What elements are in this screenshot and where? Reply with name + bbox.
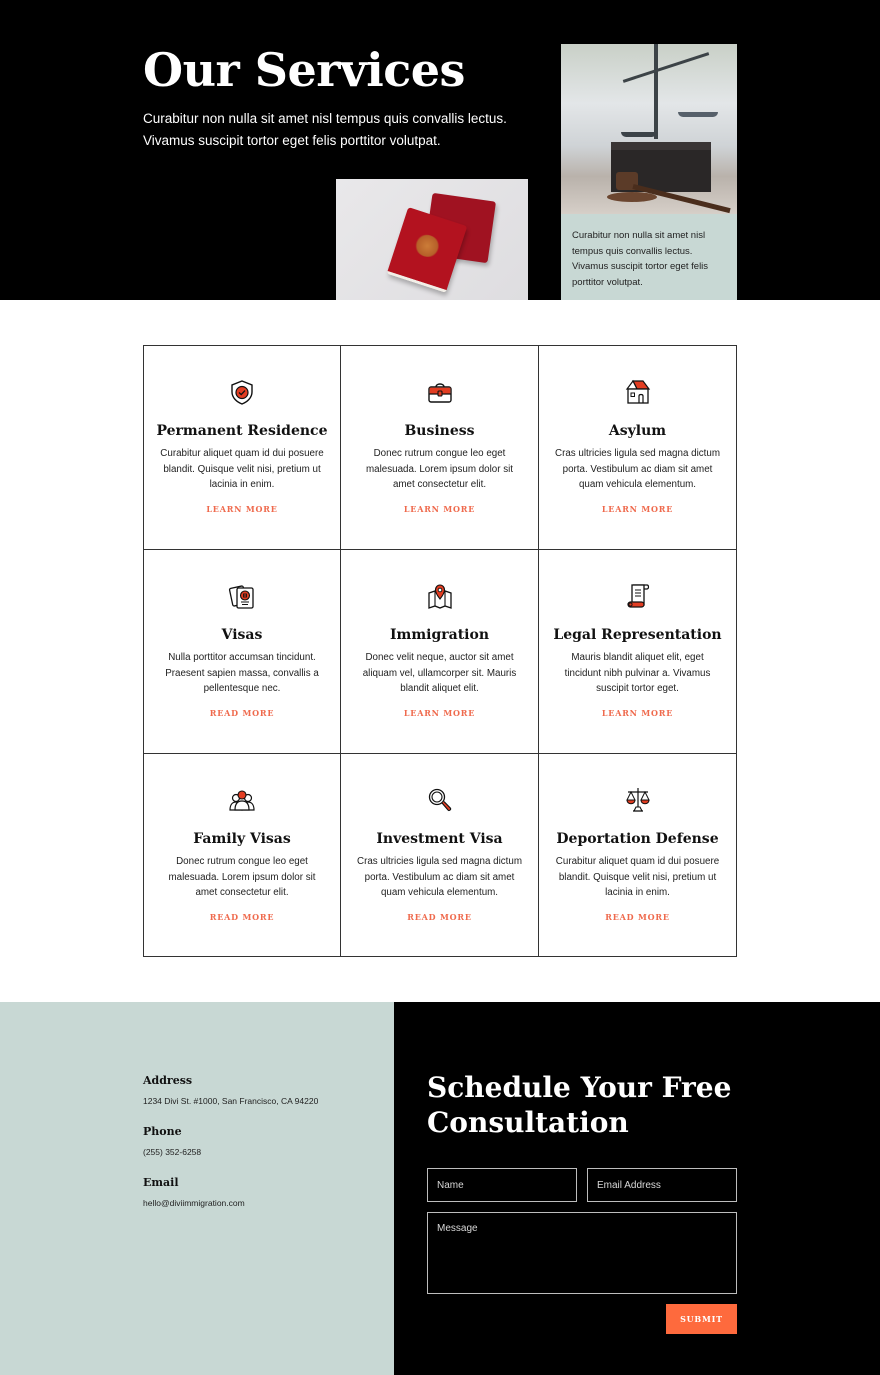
service-card-visas	[144, 550, 341, 754]
read-more-link[interactable]: READ MORE	[209, 912, 275, 922]
service-card-business	[341, 346, 539, 550]
learn-more-link[interactable]: LEARN MORE	[403, 504, 476, 514]
service-title: Deportation Defense	[556, 831, 719, 847]
magnifier-icon	[426, 786, 454, 814]
service-description: Donec rutrum congue leo eget malesuada. Lorem ipsum dolor sit amet consectetur elit.	[365, 448, 514, 490]
form-title: Schedule Your Free Consultation	[427, 1071, 732, 1139]
email-input[interactable]	[587, 1168, 737, 1202]
learn-more-link[interactable]: LEARN MORE	[206, 504, 278, 514]
service-card-legal-representation	[539, 550, 736, 754]
service-title: Business	[404, 423, 475, 439]
service-description: Donec rutrum congue leo eget malesuada. Lorem ipsum dolor sit amet consectetur elit.	[168, 856, 316, 898]
email-value: hello@diviimmigration.com	[143, 1198, 245, 1208]
passports-image	[336, 179, 528, 300]
submit-button[interactable]: SUBMIT	[666, 1304, 737, 1334]
service-title: Family Visas	[193, 831, 291, 847]
house-icon	[624, 378, 652, 406]
service-title: Legal Representation	[553, 627, 722, 643]
contact-info-panel	[0, 1002, 394, 1375]
gavel-scales-image	[561, 44, 737, 214]
read-more-link[interactable]: READ MORE	[407, 912, 472, 922]
page-title: Our Services	[143, 43, 465, 97]
learn-more-link[interactable]: LEARN MORE	[601, 504, 674, 514]
service-description: Donec velit neque, auctor sit amet aliquam vel, ullamcorper sit. Mauris blandit aliquet elit.	[362, 652, 517, 694]
read-more-link[interactable]: READ MORE	[605, 912, 670, 922]
email-label: Email	[143, 1176, 179, 1189]
service-description: Cras ultricies ligula sed magna dictum porta. Vestibulum ac diam sit amet quam vehicula elementum.	[555, 448, 720, 490]
learn-more-link[interactable]: LEARN MORE	[601, 708, 674, 718]
phone-value: (255) 352-6258	[143, 1147, 202, 1157]
read-more-link[interactable]: READ MORE	[209, 708, 275, 718]
scroll-icon	[624, 582, 652, 610]
address-label: Address	[143, 1074, 193, 1087]
service-title: Visas	[221, 627, 263, 643]
passport-icon	[228, 582, 256, 610]
name-input[interactable]	[427, 1168, 577, 1202]
family-icon	[228, 786, 256, 814]
service-title: Investment Visa	[376, 831, 503, 847]
service-card-permanent-residence	[144, 346, 341, 550]
shield-check-icon	[228, 378, 256, 406]
services-section	[0, 300, 880, 1002]
consultation-form-panel	[394, 1002, 880, 1375]
service-description: Cras ultricies ligula sed magna dictum porta. Vestibulum ac diam sit amet quam vehicula elementum.	[357, 856, 522, 898]
service-card-family-visas	[144, 754, 341, 956]
hero-section	[0, 0, 880, 300]
map-pin-icon	[426, 582, 454, 610]
service-title: Permanent Residence	[156, 423, 328, 439]
service-title: Asylum	[608, 423, 667, 439]
service-card-immigration	[341, 550, 539, 754]
service-card-asylum	[539, 346, 736, 550]
service-title: Immigration	[389, 627, 490, 643]
message-textarea[interactable]	[427, 1212, 737, 1294]
scales-icon	[624, 786, 652, 814]
services-grid	[143, 345, 737, 957]
phone-label: Phone	[143, 1125, 182, 1138]
contact-section	[0, 1002, 880, 1375]
hero-subtitle: Curabitur non nulla sit amet nisl tempus quis convallis lectus. Vivamus suscipit tortor eget felis porttitor volutpat.	[143, 111, 507, 148]
service-card-investment-visa	[341, 754, 539, 956]
learn-more-link[interactable]: LEARN MORE	[403, 708, 476, 718]
image-caption: Curabitur non nulla sit amet nisl tempus quis convallis lectus. Vivamus suscipit tortor eget felis porttitor volutpat.	[561, 214, 737, 300]
service-description: Mauris blandit aliquet elit, eget tincidunt nibh pulvinar a. Vivamus suscipit tortor eget.	[564, 652, 711, 694]
service-description: Curabitur aliquet quam id dui posuere blandit. Quisque velit nisi, pretium ut lacinia in enim.	[160, 448, 324, 490]
briefcase-icon	[426, 378, 454, 406]
service-description: Nulla porttitor accumsan tincidunt. Praesent sapien massa, convallis a pellentesque nec.	[165, 652, 319, 694]
service-description: Curabitur aliquet quam id dui posuere blandit. Quisque velit nisi, pretium ut lacinia in enim.	[555, 856, 720, 898]
service-card-deportation-defense	[539, 754, 736, 956]
address-value: 1234 Divi St. #1000, San Francisco, CA 94220	[143, 1096, 319, 1106]
